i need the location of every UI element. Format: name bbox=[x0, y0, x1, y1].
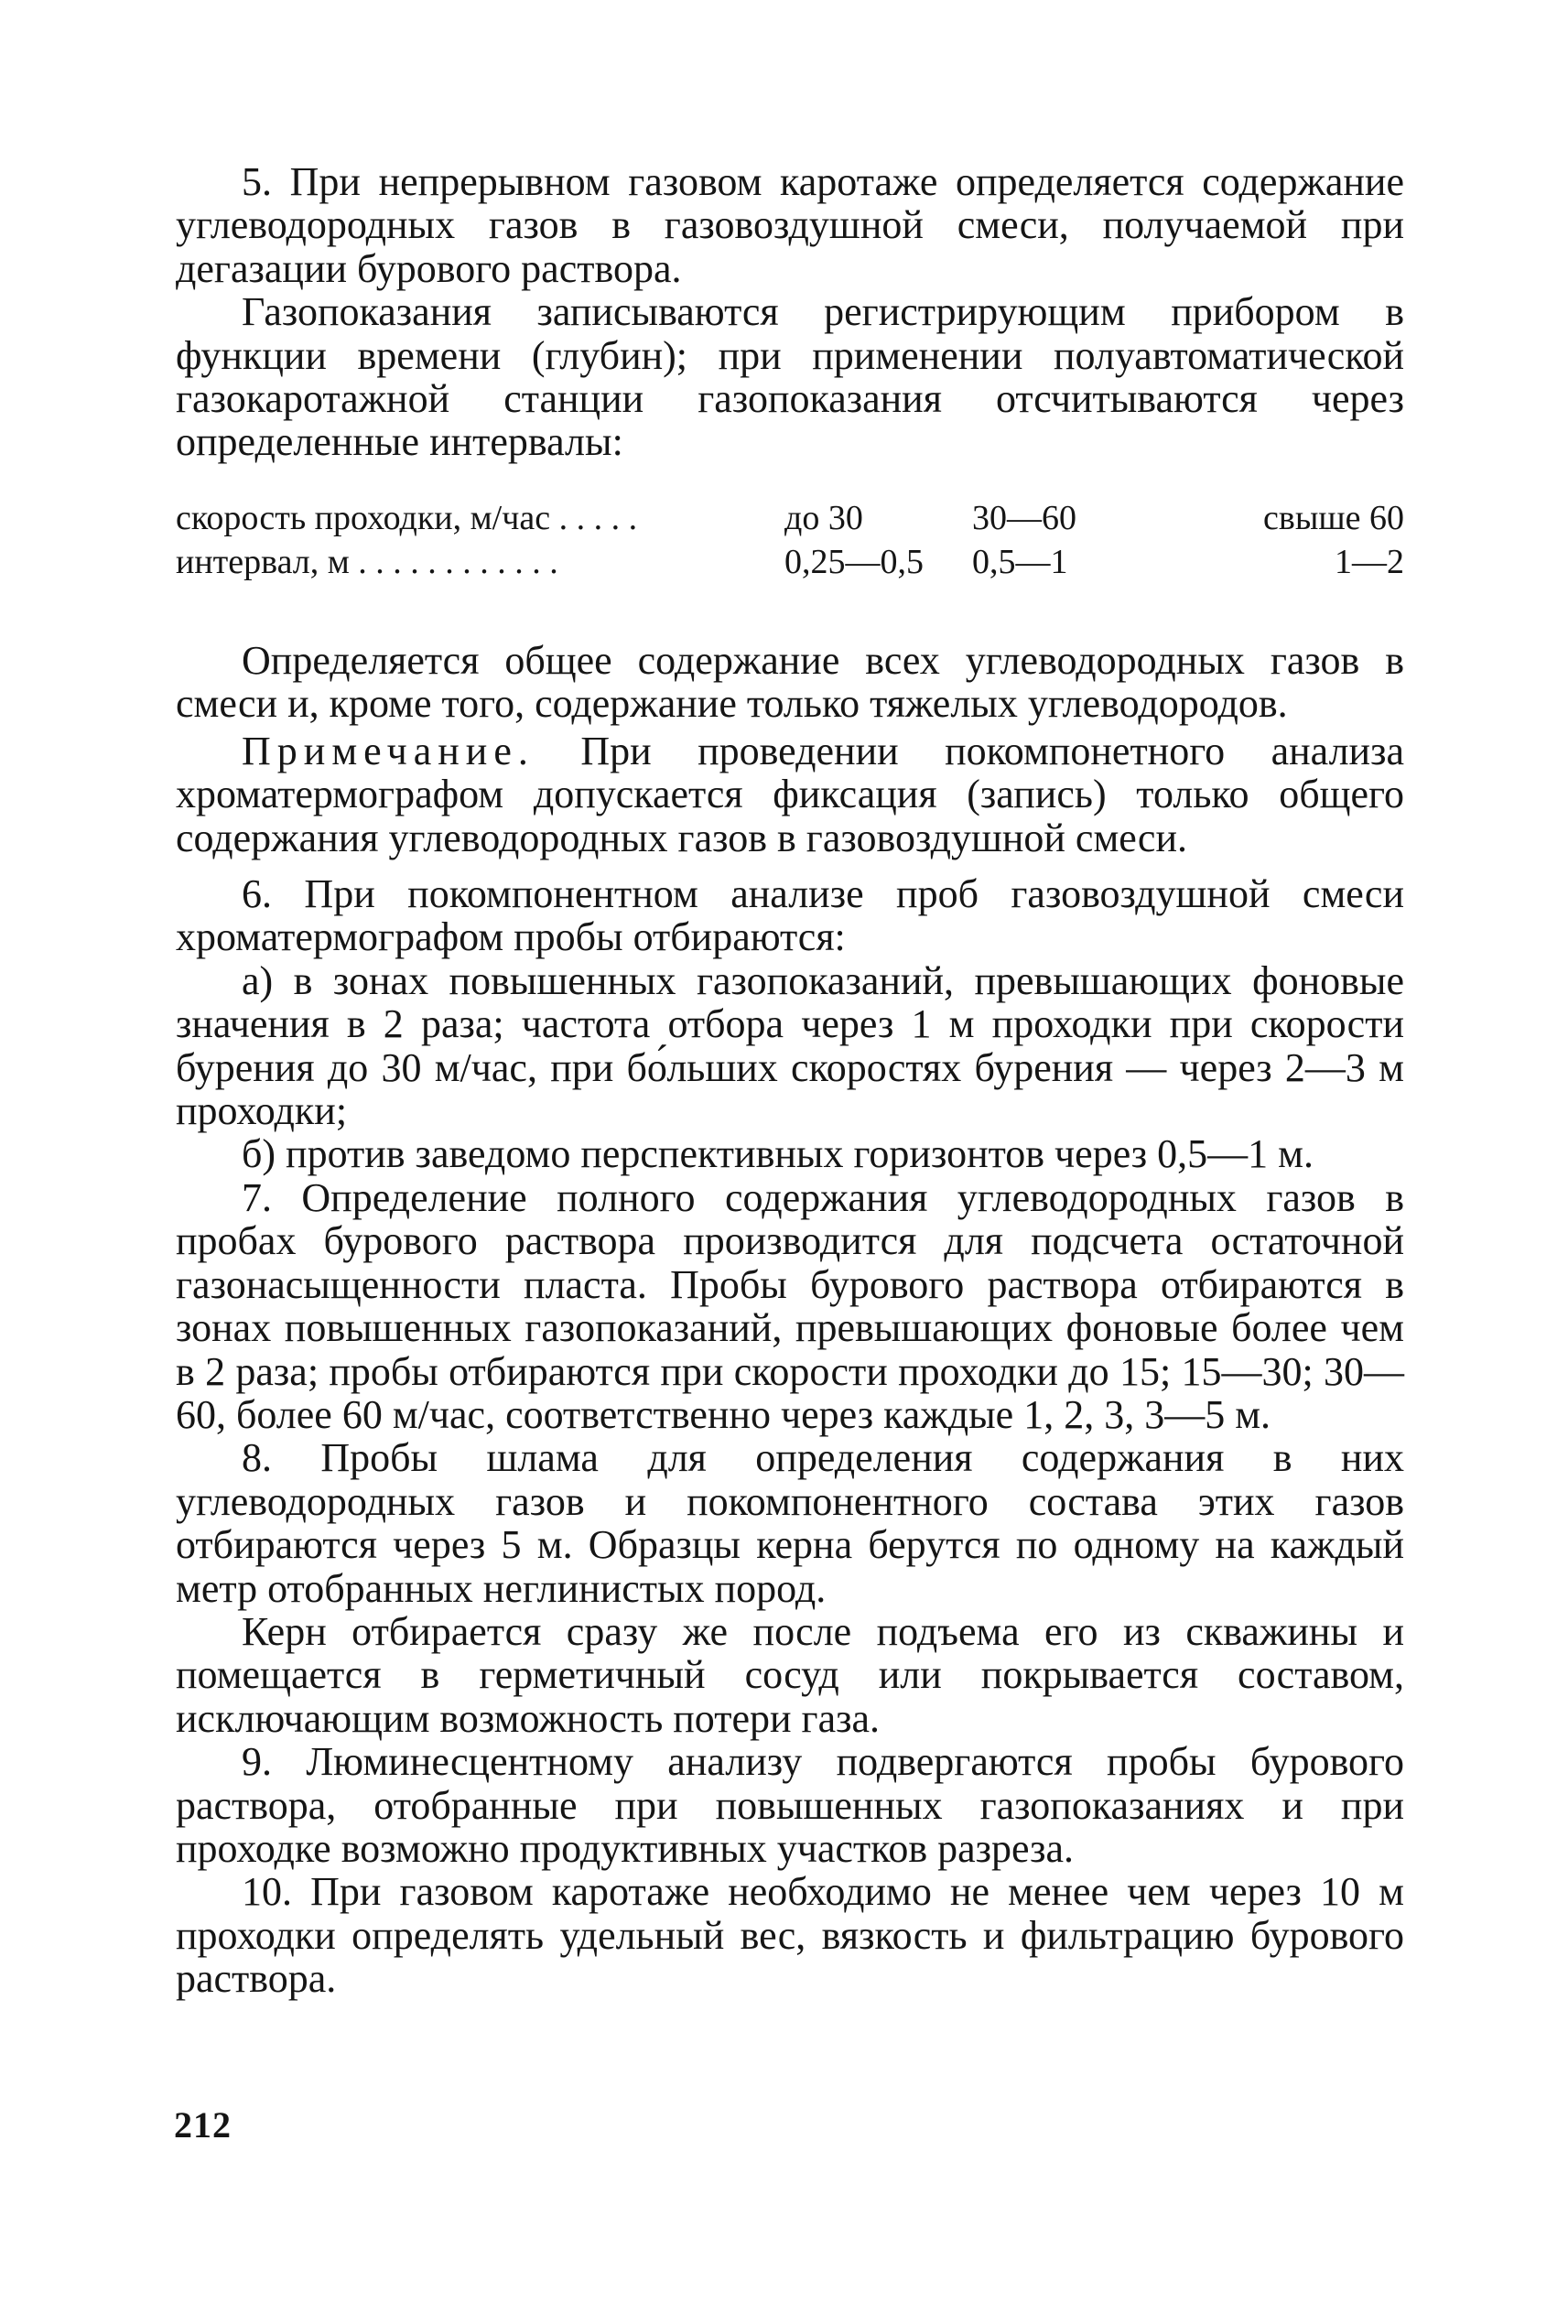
paragraph-7: 7. Определение полного содержания углеводородных газов в пробах бурового раствора производится для подсчета остаточной газонасыщенности пласта. Пробы бурового раствора отбираются в зонах повышенных газопоказаний, превышающих фоновые более чем в 2 раза; пробы отбираются при скорости проходки до 15; 15—30; 30—60, более 60 м/час, соответственно через каждые 1, 2, 3, 3—5 м. bbox=[176, 1174, 1404, 1437]
drilling-speed-interval-table bbox=[176, 496, 1404, 584]
note-text: При проведении покомпонетного анализа хроматермографом допускается фиксация (запись) только общего содержания углеводородных газов в газовоздушной смеси. bbox=[176, 728, 1405, 860]
table-row-speed bbox=[176, 496, 1404, 540]
interval-value-2: 0,5—1 bbox=[972, 543, 1068, 581]
speed-range-2: 30—60 bbox=[972, 499, 1076, 537]
speed-label: скорость проходки, м/час . . . . . bbox=[176, 499, 638, 537]
paragraph-6: 6. При покомпонентном анализе проб газовоздушной смеси хроматермографом пробы отбираются: bbox=[176, 871, 1404, 960]
speed-range-3: свыше 60 bbox=[1263, 499, 1404, 537]
paragraph-total-content: Определяется общее содержание всех углеводородных газов в смеси и, кроме того, содержание только тяжелых углеводородов. bbox=[176, 638, 1404, 727]
paragraph-8b: Керн отбирается сразу же после подъема его из скважины и помещается в герметичный сосуд или покрывается составом, исключающим возможность потери газа. bbox=[176, 1608, 1404, 1741]
interval-label: интервал, м . . . . . . . . . . . . bbox=[176, 543, 558, 581]
intro-section bbox=[176, 160, 1404, 464]
main-section bbox=[176, 639, 1404, 2001]
note-label: Примечание. bbox=[242, 728, 535, 773]
speed-range-1: до 30 bbox=[784, 499, 863, 537]
paragraph-5: 5. При непрерывном газовом каротаже определяется содержание углеводородных газов в газовоздушной смеси, получаемой при дегазации бурового раствора. bbox=[176, 159, 1404, 291]
interval-value-3: 1—2 bbox=[1335, 543, 1404, 581]
paragraph-6b: б) против заведомо перспективных горизонтов через 0,5—1 м. bbox=[242, 1131, 1314, 1177]
interval-value-1: 0,25—0,5 bbox=[784, 543, 924, 581]
paragraph-9: 9. Люминесцентному анализу подвергаются пробы бурового раствора, отобранные при повышенных газопоказаниях и при проходке возможно продуктивных участков разреза. bbox=[176, 1739, 1404, 1871]
page-number: 212 bbox=[174, 2104, 232, 2146]
paragraph-5-readings: Газопоказания записываются регистрирующим прибором в функции времени (глубин); при применении полуавтоматической газокаротажной станции газопоказания отсчитываются через определенные интервалы: bbox=[176, 289, 1404, 465]
paragraph-6a: а) в зонах повышенных газопоказаний, превышающих фоновые значения в 2 раза; частота отбора через 1 м проходки при скорости бурения до 30 м/час, при бо́льших скоростях бурения — через 2—3 м проходки; bbox=[176, 957, 1404, 1134]
note-paragraph bbox=[176, 730, 1404, 859]
table-row-interval bbox=[176, 540, 1404, 584]
paragraph-8: 8. Пробы шлама для определения содержания в них углеводородных газов и покомпонентного состава этих газов отбираются через 5 м. Образцы керна берутся по одному на каждый метр отобранных неглинистых пород. bbox=[176, 1435, 1404, 1611]
paragraph-10: 10. При газовом каротаже необходимо не менее чем через 10 м проходки определять удельный вес, вязкость и фильтрацию бурового раствора. bbox=[176, 1869, 1404, 2002]
